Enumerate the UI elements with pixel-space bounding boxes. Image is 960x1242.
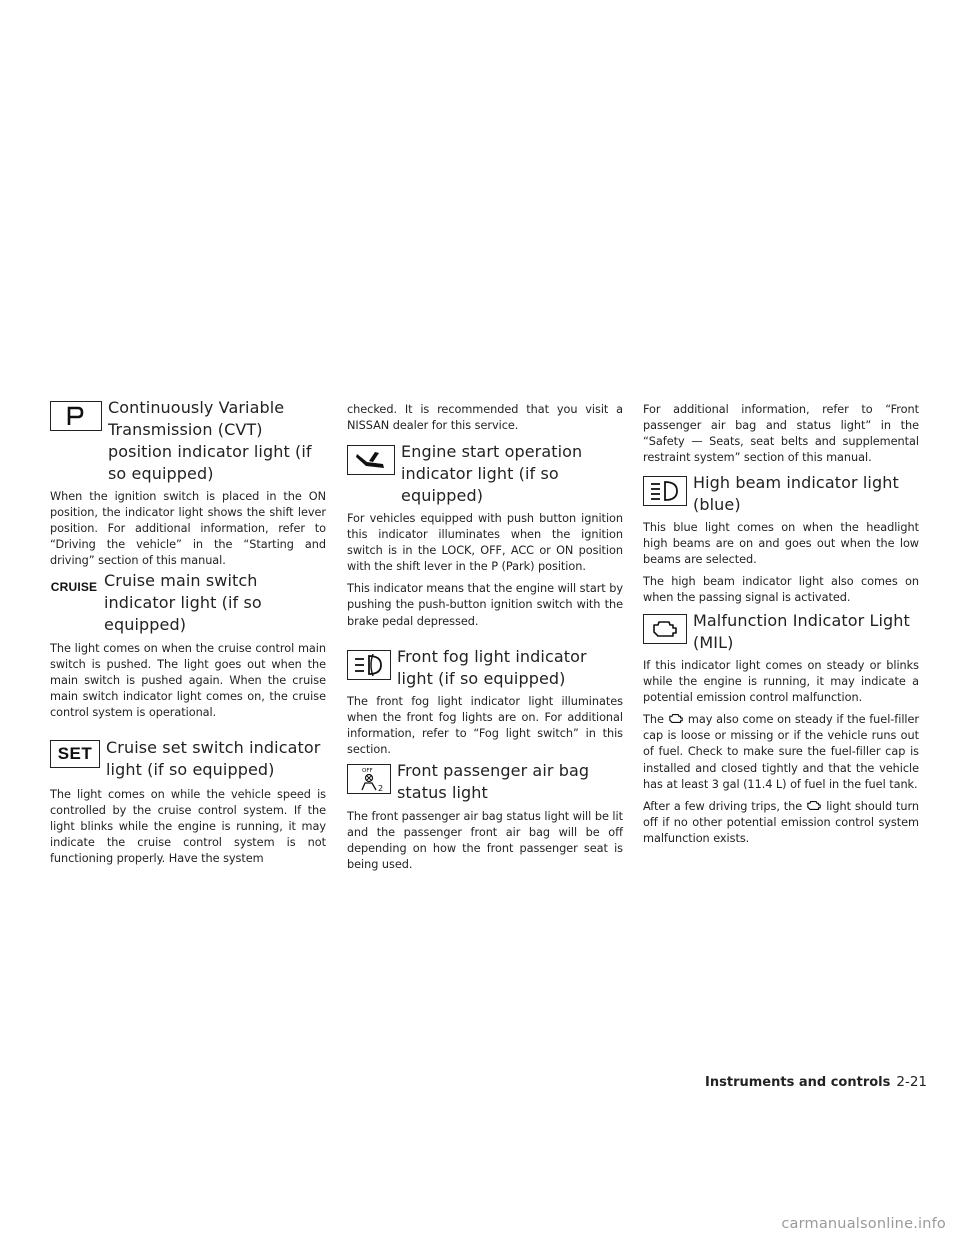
mil-body-1: If this indicator light comes on steady or blinks while the engine is running, it may indicate a potential emission control malfunction.: [643, 659, 919, 705]
engine-start-body-1: For vehicles equipped with push button ignition this indicator illuminates when the ignition switch is in the LOCK, OFF, ACC or ON position with the shift lever in the P (Park) position.: [347, 512, 623, 574]
fog-light-icon: [347, 650, 391, 680]
col3-continued-text: For additional information, refer to “Front passenger air bag and status light” in the “Safety — Seats, seat belts and supplemental restraint system” section of this manual.: [643, 403, 919, 465]
p-letter-icon: [50, 401, 102, 431]
mil-section: [643, 610, 919, 853]
airbag-body: The front passenger air bag status light will be lit and the passenger front air bag will be off depending on how the front passenger seat is being used.: [347, 810, 623, 872]
high-beam-title: High beam indicator light (blue): [693, 473, 899, 514]
footer-section-title: Instruments and controls: [705, 1075, 891, 1090]
cruise-main-section: [50, 570, 326, 727]
engine-start-title: Engine start operation indicator light (if so equipped): [401, 442, 583, 505]
airbag-title: Front passenger air bag status light: [397, 761, 590, 802]
front-fog-title: Front fog light indicator light (if so equipped): [397, 647, 587, 688]
high-beam-section: [643, 472, 919, 612]
svg-text:2: 2: [378, 784, 384, 792]
airbag-section: [347, 760, 623, 879]
engine-check-inline-icon: [667, 712, 685, 725]
cruise-main-body: The light comes on when the cruise control main switch is pushed. The light goes out when the main switch is pushed again. When the cruise main switch indicator light comes on, the cruise control system is operational.: [50, 642, 326, 720]
cvt-section: [50, 397, 326, 575]
set-text-icon: SET: [50, 740, 100, 768]
cruise-set-body: The light comes on while the vehicle speed is controlled by the cruise control system. If the light blinks while the engine is running, it may indicate the cruise control system is not functioning properly. Have the system: [50, 788, 326, 866]
svg-text:OFF: OFF: [362, 768, 373, 774]
mil-body-2: [643, 712, 919, 792]
high-beam-body-2: The high beam indicator light also comes on when the passing signal is activated.: [643, 575, 919, 605]
mil-body-2-post: may also come on steady if the fuel-filler cap is loose or missing or if the vehicle runs out of fuel. Check to make sure the fuel-filler cap is installed and closed tightly and that the vehicle has at least 3 gal (11.4 L) of fuel in the fuel tank.: [643, 713, 919, 791]
front-fog-body: The front fog light indicator light illuminates when the front fog lights are on. For additional information, refer to “Fog light switch” in this section.: [347, 695, 623, 757]
page-footer: [647, 1074, 927, 1090]
passenger-airbag-off-icon: [347, 764, 391, 794]
col2-continued-text: checked. It is recommended that you visit a NISSAN dealer for this service.: [347, 403, 623, 433]
cvt-body: When the ignition switch is placed in the ON position, the indicator light shows the shift lever position. For additional information, refer to “Driving the vehicle” in the “Starting and driving” section of this manual.: [50, 490, 326, 568]
high-beam-body-1: This blue light comes on when the headlight high beams are on and goes out when the low beams are selected.: [643, 521, 919, 567]
cruise-main-title: Cruise main switch indicator light (if so equipped): [104, 571, 262, 634]
watermark: carmanualsonline.info: [781, 1216, 946, 1232]
cruise-set-title: Cruise set switch indicator light (if so equipped): [106, 738, 321, 779]
cruise-set-section: [50, 737, 326, 873]
engine-check-inline-icon-2: [805, 799, 823, 812]
mil-body-2-pre: The: [643, 713, 664, 727]
cruise-text-icon: CRUISE: [50, 576, 98, 598]
brake-pedal-icon: [347, 445, 395, 475]
mil-title: Malfunction Indicator Light (MIL): [693, 611, 910, 652]
engine-start-body-2: This indicator means that the engine will start by pushing the push-button ignition switch with the brake pedal depressed.: [347, 582, 623, 628]
footer-page-number: 2-21: [896, 1074, 927, 1090]
mil-body-3: [643, 799, 919, 847]
cvt-title: Continuously Variable Transmission (CVT) position indicator light (if so equipped): [108, 398, 312, 483]
engine-check-icon: [643, 614, 687, 644]
engine-start-section: [347, 441, 623, 636]
front-fog-section: [347, 646, 623, 764]
mil-body-3-post: light should turn off if no other potential emission control system malfunction exists.: [643, 799, 919, 845]
high-beam-icon: [643, 476, 687, 506]
mil-body-3-pre: After a few driving trips, the: [643, 799, 803, 813]
